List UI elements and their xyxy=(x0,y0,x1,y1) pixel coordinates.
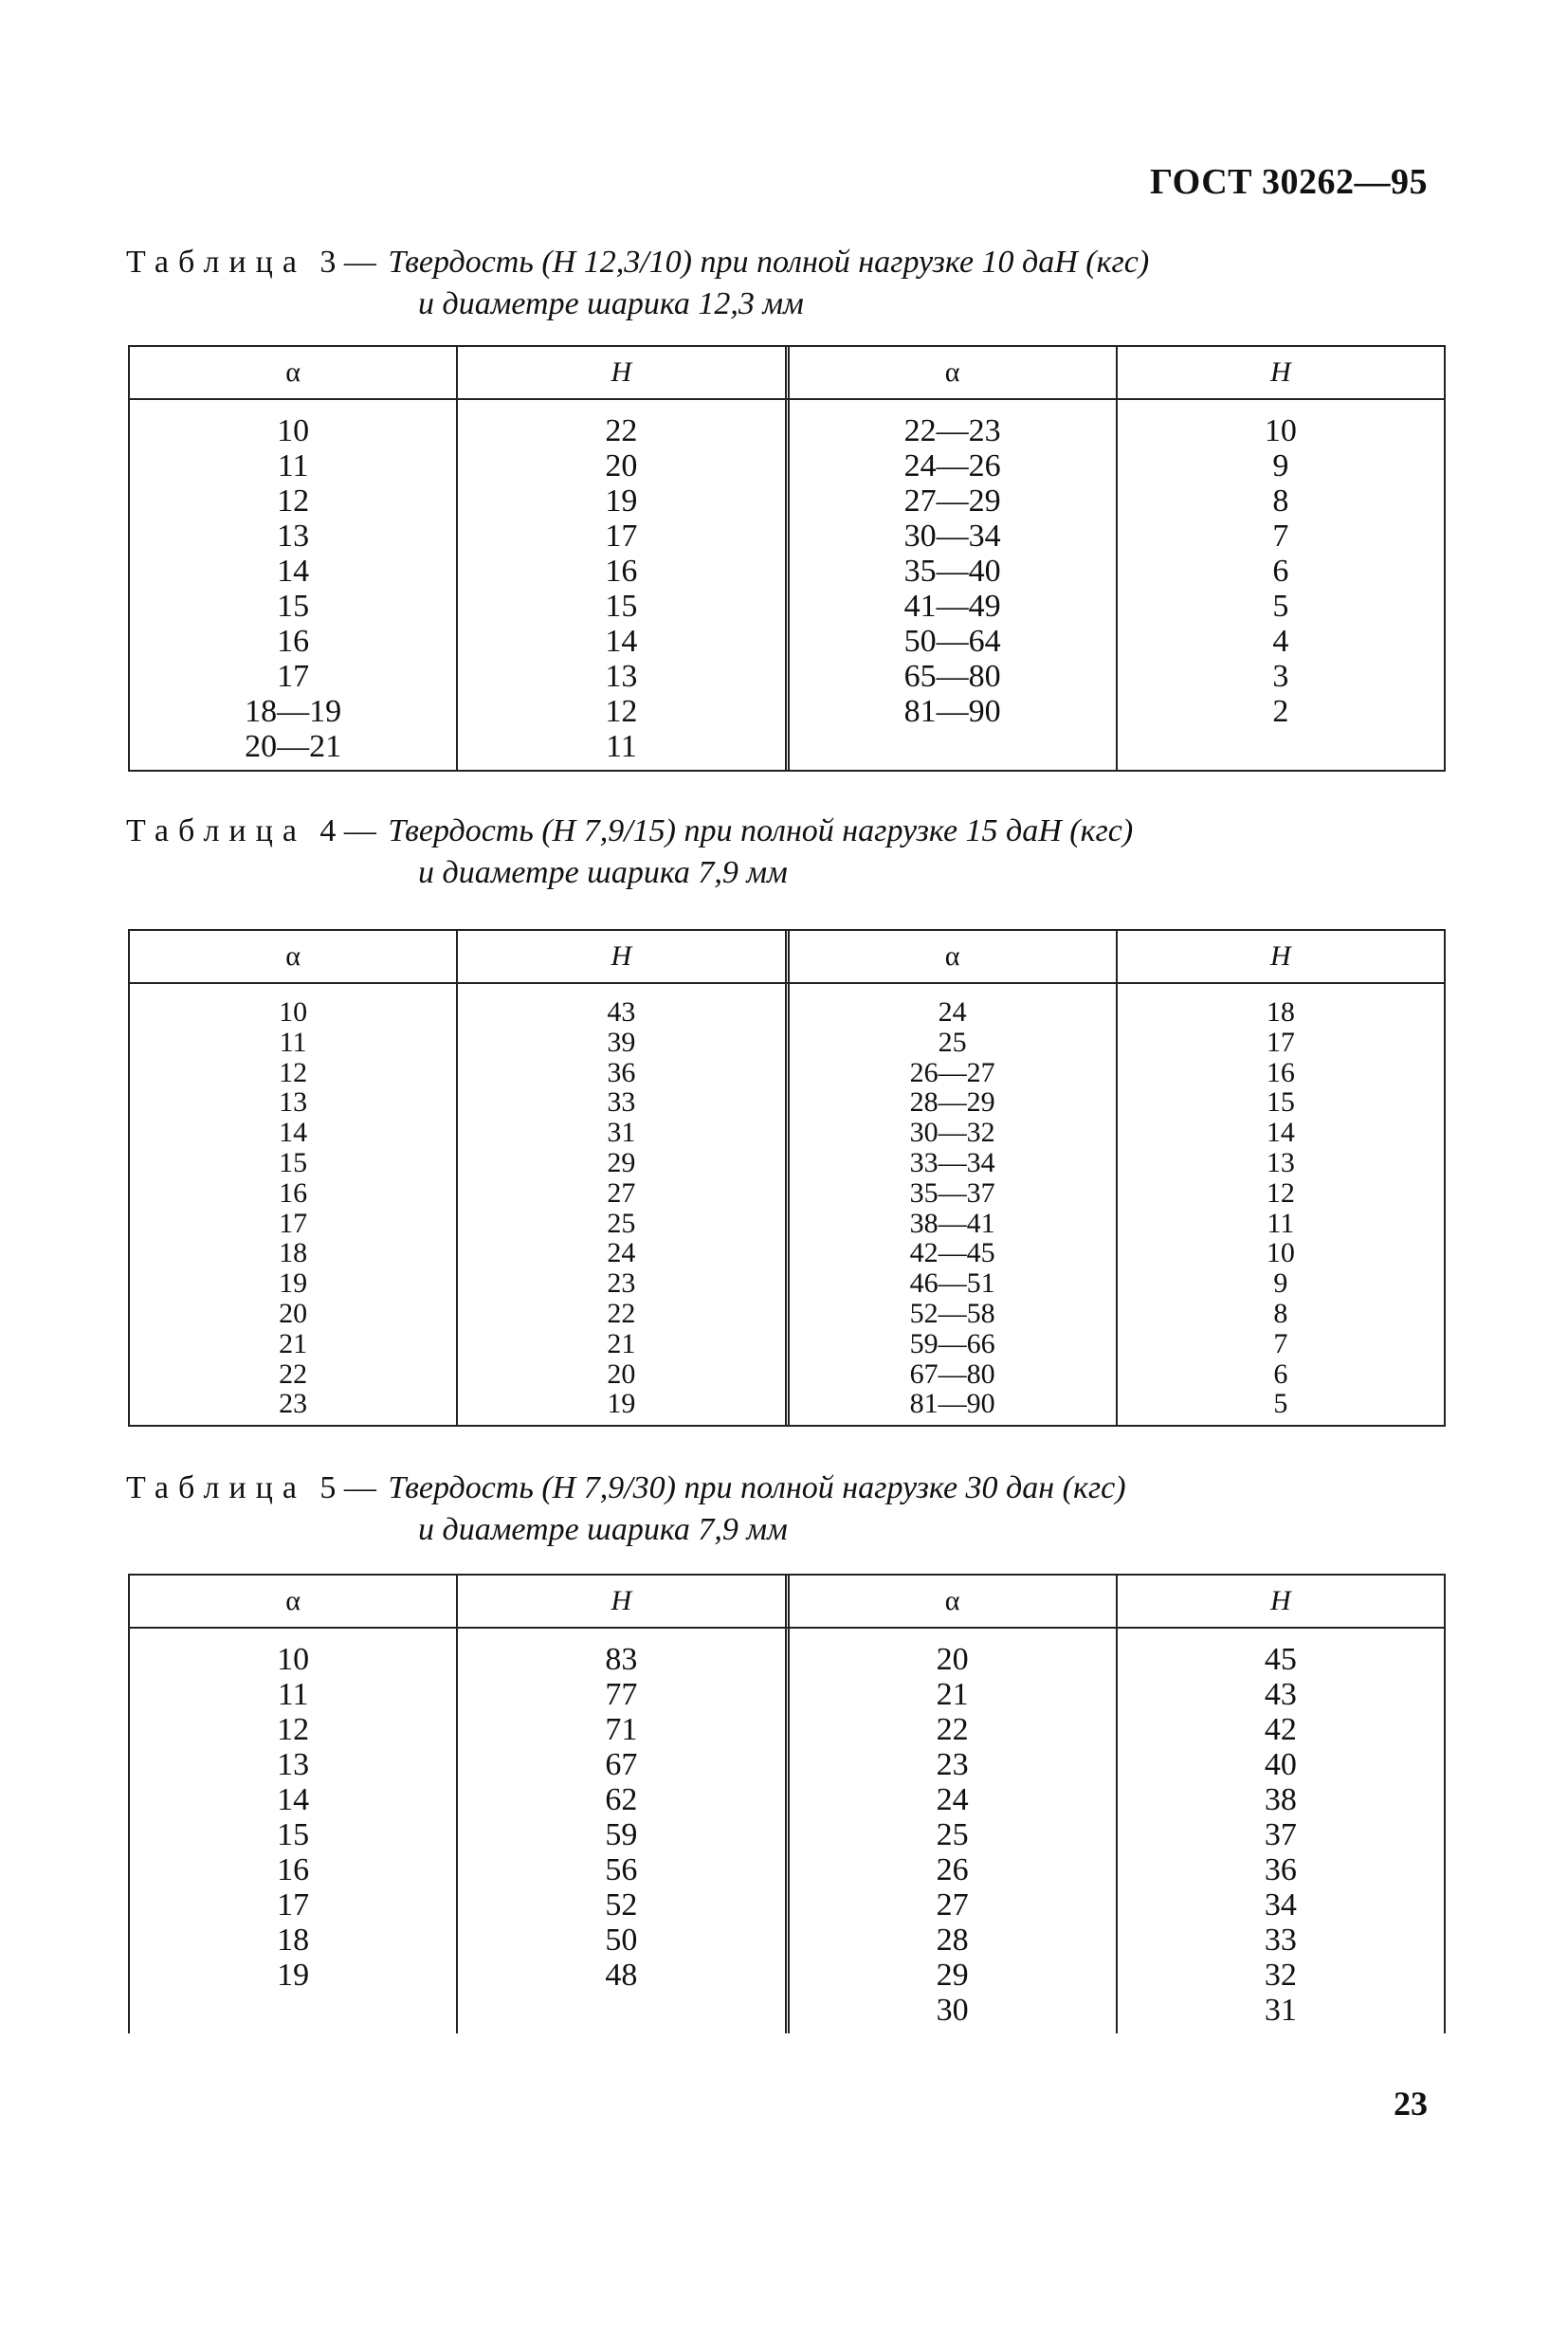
table-cell: 46—51 xyxy=(909,1267,995,1300)
table-cell: 22 xyxy=(279,1358,308,1390)
table-cell: 16 xyxy=(1266,1056,1295,1088)
table-5 xyxy=(128,1574,1446,2033)
table-cell: 19 xyxy=(277,1958,310,1993)
table-column xyxy=(130,1629,456,2033)
table-cell: 29 xyxy=(607,1146,636,1178)
table-cell: 7 xyxy=(1272,519,1289,554)
table-column xyxy=(456,1629,784,2033)
table-3-caption xyxy=(126,242,1149,325)
table-title-line2: и диаметре шарика 7,9 мм xyxy=(418,855,788,890)
table-cell: 14 xyxy=(1266,1117,1295,1149)
table-cell: 36 xyxy=(1264,1852,1297,1887)
table-cell: 17 xyxy=(277,659,310,694)
table-cell: 8 xyxy=(1272,483,1289,519)
table-cell: 34 xyxy=(1264,1887,1297,1923)
table-cell: 23 xyxy=(607,1267,636,1300)
column-header: Н xyxy=(456,1576,784,1627)
table-cell: 14 xyxy=(277,554,310,589)
table-cell: 18 xyxy=(277,1923,310,1958)
table-cell: 12 xyxy=(605,694,638,729)
table-cell: 14 xyxy=(279,1117,308,1149)
table-column xyxy=(1116,984,1444,1425)
table-4 xyxy=(128,929,1446,1427)
table-cell: 24 xyxy=(607,1237,636,1269)
table-cell: 59 xyxy=(605,1817,638,1852)
table-cell: 16 xyxy=(277,1852,310,1887)
table-cell: 6 xyxy=(1273,1358,1288,1390)
table-cell: 17 xyxy=(605,519,638,554)
table-cell: 23 xyxy=(279,1388,308,1420)
table-cell: 31 xyxy=(607,1117,636,1149)
table-cell: 11 xyxy=(606,729,637,764)
table-cell: 11 xyxy=(277,1677,309,1712)
column-header: α xyxy=(785,347,1116,398)
table-cell: 11 xyxy=(1267,1207,1295,1239)
table-cell: 19 xyxy=(605,483,638,519)
table-column xyxy=(785,1629,1116,2033)
table-cell: 15 xyxy=(279,1146,308,1178)
table-body xyxy=(130,984,1444,1425)
table-cell: 13 xyxy=(605,659,638,694)
table-label: Таблица xyxy=(126,245,306,280)
column-header: Н xyxy=(1116,931,1444,982)
table-cell: 39 xyxy=(607,1026,636,1058)
table-cell: 42—45 xyxy=(909,1237,995,1269)
page-number: 23 xyxy=(1394,2085,1428,2123)
table-cell: 65—80 xyxy=(903,659,1001,694)
table-cell: 25 xyxy=(938,1026,967,1058)
table-number: 4 — xyxy=(319,813,376,848)
table-cell: 13 xyxy=(1266,1146,1295,1178)
table-cell: 41—49 xyxy=(903,589,1001,624)
table-cell: 48 xyxy=(605,1958,638,1993)
table-cell: 38—41 xyxy=(909,1207,995,1239)
table-cell: 81—90 xyxy=(909,1388,995,1420)
column-header: α xyxy=(285,1585,301,1616)
table-cell: 4 xyxy=(1272,624,1289,659)
table-cell: 18—19 xyxy=(245,694,342,729)
table-body xyxy=(130,400,1444,770)
table-title-line1: Твердость (Н 7,9/30) при полной нагрузке 30 дан (кгс) xyxy=(388,1470,1126,1505)
table-cell: 33 xyxy=(607,1086,636,1119)
table-cell: 5 xyxy=(1272,589,1289,624)
table-cell: 10 xyxy=(1266,1237,1295,1269)
table-cell: 35—37 xyxy=(909,1176,995,1209)
table-3 xyxy=(128,345,1446,772)
table-cell: 31 xyxy=(1264,1993,1297,2028)
table-cell: 15 xyxy=(277,589,310,624)
table-cell: 36 xyxy=(607,1056,636,1088)
table-cell: 18 xyxy=(279,1237,308,1269)
table-cell: 33—34 xyxy=(909,1146,995,1178)
table-header-row xyxy=(130,1576,1444,1629)
table-cell: 26 xyxy=(936,1852,969,1887)
table-cell: 11 xyxy=(279,1026,307,1058)
table-cell: 40 xyxy=(1264,1747,1297,1782)
table-cell: 52 xyxy=(605,1887,638,1923)
table-cell: 3 xyxy=(1272,659,1289,694)
table-column xyxy=(456,400,784,770)
table-cell: 26—27 xyxy=(909,1056,995,1088)
table-cell: 21 xyxy=(607,1327,636,1359)
table-column xyxy=(1116,400,1444,770)
table-cell: 62 xyxy=(605,1782,638,1817)
table-cell: 21 xyxy=(936,1677,969,1712)
table-cell: 16 xyxy=(605,554,638,589)
table-cell: 6 xyxy=(1272,554,1289,589)
table-cell: 16 xyxy=(279,1176,308,1209)
table-cell: 50 xyxy=(605,1923,638,1958)
table-cell: 23 xyxy=(936,1747,969,1782)
table-cell: 2 xyxy=(1272,694,1289,729)
table-cell: 33 xyxy=(1264,1923,1297,1958)
table-cell: 14 xyxy=(277,1782,310,1817)
table-column xyxy=(785,984,1116,1425)
table-cell: 22 xyxy=(607,1297,636,1329)
table-label: Таблица xyxy=(126,1470,306,1505)
table-cell: 20—21 xyxy=(245,729,342,764)
table-cell: 18 xyxy=(1266,996,1295,1028)
table-cell: 11 xyxy=(277,448,309,483)
table-cell: 5 xyxy=(1273,1388,1288,1420)
table-cell: 24—26 xyxy=(903,448,1001,483)
table-cell: 30—34 xyxy=(903,519,1001,554)
table-cell: 17 xyxy=(1266,1026,1295,1058)
column-header: α xyxy=(285,940,301,972)
table-cell: 12 xyxy=(277,1712,310,1747)
table-cell: 20 xyxy=(605,448,638,483)
table-cell: 12 xyxy=(1266,1176,1295,1209)
table-cell: 29 xyxy=(936,1958,969,1993)
table-cell: 27—29 xyxy=(903,483,1001,519)
table-header-row xyxy=(130,931,1444,984)
table-cell: 12 xyxy=(277,483,310,519)
table-cell: 10 xyxy=(277,1642,310,1677)
table-cell: 71 xyxy=(605,1712,638,1747)
table-cell: 27 xyxy=(936,1887,969,1923)
table-cell: 67 xyxy=(605,1747,638,1782)
table-cell: 13 xyxy=(279,1086,308,1119)
column-header: α xyxy=(785,1576,1116,1627)
table-cell: 15 xyxy=(1266,1086,1295,1119)
table-cell: 10 xyxy=(279,996,308,1028)
table-cell: 83 xyxy=(605,1642,638,1677)
table-cell: 7 xyxy=(1273,1327,1288,1359)
table-cell: 14 xyxy=(605,624,638,659)
table-cell: 24 xyxy=(938,996,967,1028)
table-cell: 13 xyxy=(277,1747,310,1782)
table-cell: 19 xyxy=(279,1267,308,1300)
column-header: α xyxy=(285,356,301,388)
table-cell: 25 xyxy=(607,1207,636,1239)
table-cell: 9 xyxy=(1272,448,1289,483)
table-cell: 8 xyxy=(1273,1297,1288,1329)
table-cell: 20 xyxy=(607,1358,636,1390)
table-cell: 20 xyxy=(936,1642,969,1677)
table-cell: 17 xyxy=(277,1887,310,1923)
table-cell: 35—40 xyxy=(903,554,1001,589)
table-cell: 17 xyxy=(279,1207,308,1239)
table-number: 3 — xyxy=(319,245,376,280)
table-cell: 9 xyxy=(1273,1267,1288,1300)
table-cell: 32 xyxy=(1264,1958,1297,1993)
table-title-line1: Твердость (Н 7,9/15) при полной нагрузке 15 даН (кгс) xyxy=(388,813,1134,848)
table-cell: 27 xyxy=(607,1176,636,1209)
table-cell: 37 xyxy=(1264,1817,1297,1852)
table-cell: 30 xyxy=(936,1993,969,2028)
table-cell: 81—90 xyxy=(903,694,1001,729)
table-header-row xyxy=(130,347,1444,400)
table-label: Таблица xyxy=(126,813,306,848)
table-cell: 25 xyxy=(936,1817,969,1852)
table-column xyxy=(785,400,1116,770)
table-body xyxy=(130,1629,1444,2033)
table-cell: 28—29 xyxy=(909,1086,995,1119)
table-cell: 56 xyxy=(605,1852,638,1887)
table-cell: 22 xyxy=(605,413,638,448)
table-4-caption xyxy=(126,811,1133,894)
table-cell: 52—58 xyxy=(909,1297,995,1329)
table-title-line2: и диаметре шарика 7,9 мм xyxy=(418,1512,788,1547)
table-column xyxy=(130,400,456,770)
table-cell: 16 xyxy=(277,624,310,659)
table-cell: 19 xyxy=(607,1388,636,1420)
column-header: Н xyxy=(1116,1576,1444,1627)
table-cell: 30—32 xyxy=(909,1117,995,1149)
table-cell: 43 xyxy=(1264,1677,1297,1712)
table-cell: 50—64 xyxy=(903,624,1001,659)
table-cell: 15 xyxy=(605,589,638,624)
table-cell: 13 xyxy=(277,519,310,554)
column-header: α xyxy=(785,931,1116,982)
column-header: Н xyxy=(456,931,784,982)
table-cell: 38 xyxy=(1264,1782,1297,1817)
table-number: 5 — xyxy=(319,1470,376,1505)
table-cell: 42 xyxy=(1264,1712,1297,1747)
table-cell: 59—66 xyxy=(909,1327,995,1359)
column-header: Н xyxy=(456,347,784,398)
table-column xyxy=(1116,1629,1444,2033)
table-title-line2: и диаметре шарика 12,3 мм xyxy=(418,286,804,321)
table-5-caption xyxy=(126,1467,1126,1551)
table-cell: 22—23 xyxy=(903,413,1001,448)
column-header: Н xyxy=(1116,347,1444,398)
table-cell: 15 xyxy=(277,1817,310,1852)
table-cell: 24 xyxy=(936,1782,969,1817)
table-cell: 22 xyxy=(936,1712,969,1747)
table-cell: 77 xyxy=(605,1677,638,1712)
table-column xyxy=(130,984,456,1425)
table-cell: 21 xyxy=(279,1327,308,1359)
table-title-line1: Твердость (Н 12,3/10) при полной нагрузке 10 даН (кгс) xyxy=(388,245,1150,280)
table-cell: 12 xyxy=(279,1056,308,1088)
table-cell: 43 xyxy=(607,996,636,1028)
table-cell: 10 xyxy=(1264,413,1297,448)
table-cell: 28 xyxy=(936,1923,969,1958)
table-cell: 45 xyxy=(1264,1642,1297,1677)
table-column xyxy=(456,984,784,1425)
table-cell: 67—80 xyxy=(909,1358,995,1390)
document-code: ГОСТ 30262—95 xyxy=(1149,162,1428,202)
table-cell: 10 xyxy=(277,413,310,448)
table-cell: 20 xyxy=(279,1297,308,1329)
